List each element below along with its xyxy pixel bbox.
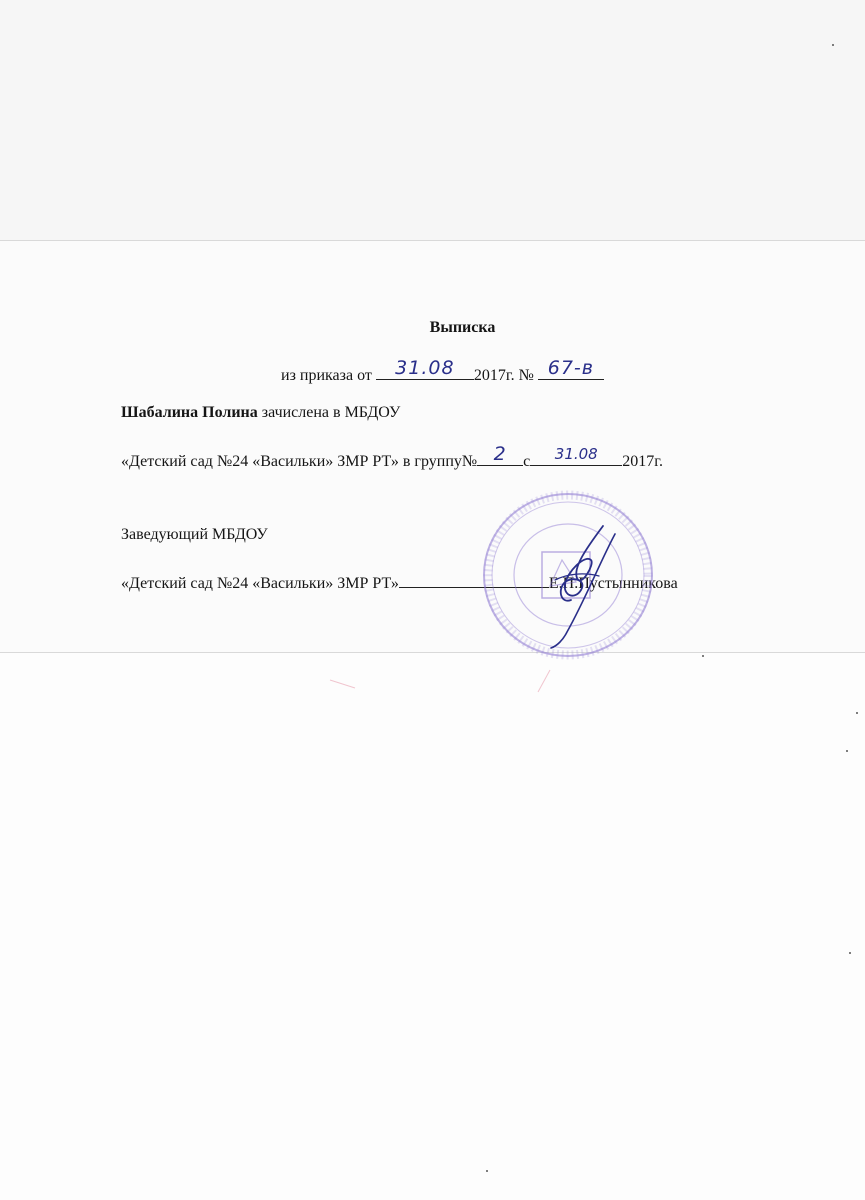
- order-number-handwritten: 67-в: [547, 357, 594, 379]
- document-edge-top: [0, 240, 865, 241]
- scan-speck: [846, 750, 848, 752]
- scan-background-top: [0, 0, 865, 240]
- scan-background-bottom: [0, 653, 865, 1200]
- handwritten-signature: [515, 520, 625, 655]
- scan-speck: [702, 655, 704, 657]
- child-enrolled-text: зачислена в МБДОУ: [257, 404, 401, 421]
- scan-speck: [856, 712, 858, 714]
- scan-speck: [486, 1170, 488, 1172]
- signer-name: Е.П.Пустынникова: [548, 575, 678, 592]
- faint-stamp-marks: [300, 660, 600, 700]
- order-date-field: [376, 357, 474, 380]
- order-date-handwritten: 31.08: [395, 357, 455, 379]
- group-number-handwritten: 2: [493, 443, 507, 465]
- from-text: с: [523, 453, 531, 470]
- order-line: [281, 357, 604, 386]
- group-number-field: [477, 443, 523, 466]
- signer-org: «Детский сад №24 «Васильки» ЗМР РТ»: [121, 575, 399, 592]
- child-line: [121, 403, 400, 423]
- kindergarten-prefix: «Детский сад №24 «Васильки» ЗМР РТ» в группу№: [121, 453, 478, 470]
- document-title: Выписка: [429, 319, 496, 336]
- order-prefix: из приказа от: [281, 367, 376, 384]
- order-number-field: [538, 357, 604, 380]
- scan-speck: [849, 952, 851, 954]
- enrollment-date-field: [530, 445, 622, 466]
- child-name: Шабалина Полина: [121, 404, 258, 421]
- signer-position: Заведующий МБДОУ: [121, 526, 268, 543]
- scan-speck: [832, 44, 834, 46]
- enrollment-date-handwritten: 31.08: [554, 445, 598, 463]
- order-year-text: 2017г. №: [473, 367, 538, 384]
- kindergarten-line: [121, 443, 664, 472]
- enrollment-year-text: 2017г.: [622, 453, 664, 470]
